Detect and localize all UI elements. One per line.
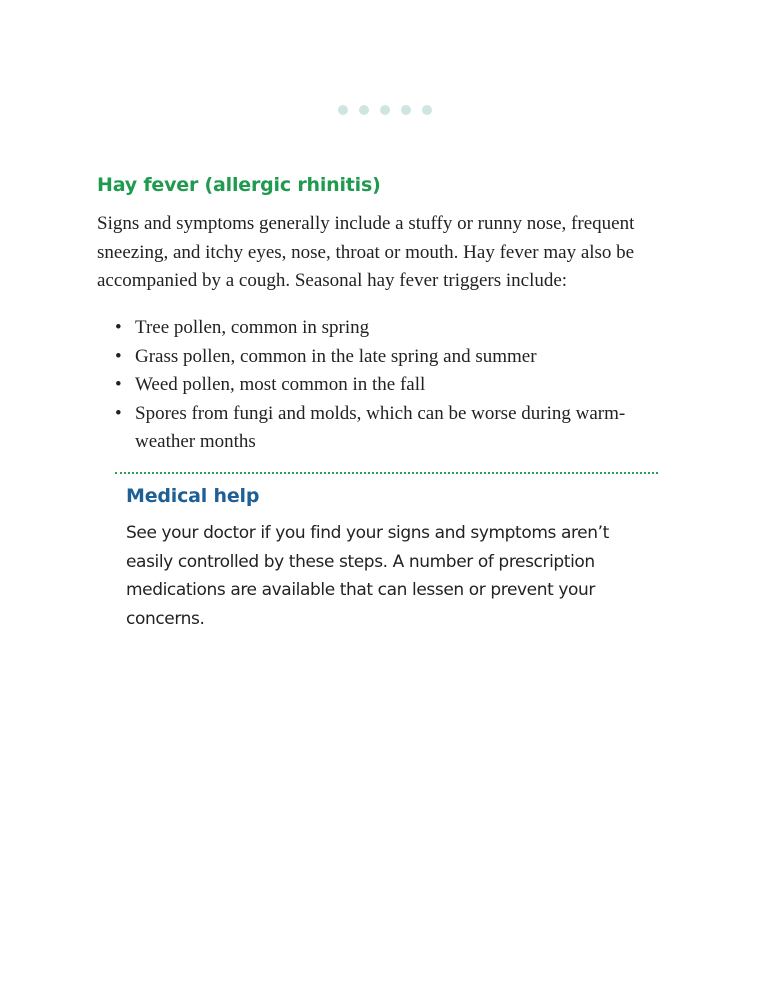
dotted-divider bbox=[115, 472, 658, 474]
list-item bbox=[115, 343, 675, 372]
list-item bbox=[115, 400, 675, 457]
list-item bbox=[115, 371, 675, 400]
bullet-icon: • bbox=[115, 317, 122, 338]
dot-ornament bbox=[401, 105, 411, 115]
dot-ornament bbox=[359, 105, 369, 115]
trigger-list bbox=[115, 314, 675, 457]
hay-fever-intro: Signs and symptoms generally include a stuffy or runny nose, frequent sneezing, and itchy eyes, nose, throat or mouth. Hay fever may also be accompanied by a cough. Seasonal hay fever triggers include: bbox=[97, 213, 635, 291]
list-item-text: Weed pollen, most common in the fall bbox=[135, 374, 426, 395]
medical-help-heading: Medical help bbox=[126, 485, 260, 507]
dot-ornament bbox=[338, 105, 348, 115]
bullet-icon: • bbox=[115, 374, 122, 395]
bullet-icon: • bbox=[115, 345, 122, 367]
list-item-text: Grass pollen, common in the late spring and summer bbox=[135, 345, 537, 367]
list-item-text: Spores from fungi and molds, which can be worse during warm-weather months bbox=[135, 402, 626, 452]
list-item bbox=[115, 314, 675, 343]
bullet-icon: • bbox=[115, 402, 122, 424]
dot-ornament bbox=[422, 105, 432, 115]
medical-help-body: See your doctor if you find your signs and symptoms aren’t easily controlled by these steps. A number of prescription medications are available that can lessen or prevent your concerns. bbox=[126, 523, 609, 629]
decorative-dots bbox=[338, 105, 432, 115]
list-item-text: Tree pollen, common in spring bbox=[135, 317, 370, 338]
hay-fever-heading: Hay fever (allergic rhinitis) bbox=[97, 174, 381, 196]
dot-ornament bbox=[380, 105, 390, 115]
